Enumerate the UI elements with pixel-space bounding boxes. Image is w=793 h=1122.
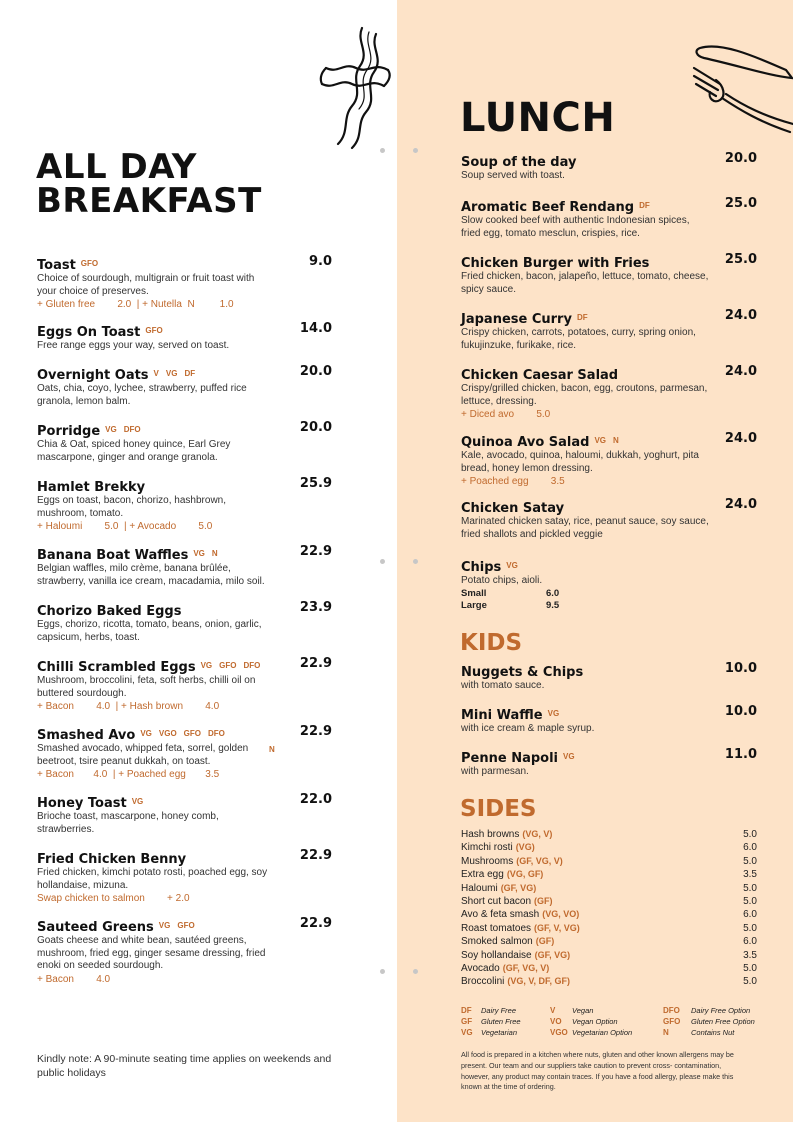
- dietary-tag: GFO: [219, 661, 237, 670]
- legend-entry: [550, 1028, 632, 1037]
- menu-item-description: Crispy/grilled chicken, bacon, egg, croutons, parmesan,: [461, 383, 708, 394]
- side-item-tags: (GF): [535, 936, 555, 947]
- dietary-tag: VG: [563, 752, 575, 761]
- menu-item-header: [37, 323, 332, 340]
- lunch-title: LUNCH: [460, 95, 616, 141]
- menu-item-description: Fried chicken, bacon, jalapeño, lettuce, tomato, cheese,: [461, 271, 709, 282]
- side-item-name: Roast tomatoes: [461, 922, 532, 934]
- legend-entry: [663, 1028, 734, 1037]
- size-option: [461, 600, 757, 612]
- menu-item-name: Japanese Curry: [461, 312, 572, 327]
- seating-note-line: Kindly note: A 90-minute seating time applies on weekends and: [37, 1053, 332, 1065]
- dietary-tag: VG: [131, 797, 144, 806]
- dietary-tag: DFO: [208, 729, 225, 738]
- menu-item-header: [37, 658, 332, 675]
- menu-item-header: [461, 433, 757, 450]
- menu-item-price: 20.0: [299, 420, 332, 435]
- dietary-tag: DF: [639, 201, 650, 210]
- menu-item-description: Mushroom, broccolini, feta, soft herbs, chilli oil on: [37, 675, 256, 686]
- side-item: [461, 883, 757, 894]
- menu-item-description: granola, lemon balm.: [37, 395, 131, 407]
- menu-item-price: 24.0: [724, 308, 757, 323]
- side-item-name: Broccolini: [461, 976, 505, 988]
- legend-value: Gluten Free Option: [691, 1017, 755, 1026]
- menu-item-description: Eggs, chorizo, ricotta, tomato, beans, onion, garlic,: [37, 619, 262, 630]
- legend-key: VG: [461, 1028, 473, 1037]
- allergen-note: [461, 1050, 761, 1093]
- menu-item-name: Penne Napoli: [461, 751, 558, 766]
- dietary-tag: GFO: [80, 259, 99, 268]
- menu-item-name: Banana Boat Waffles: [37, 548, 189, 563]
- menu-item: [461, 663, 757, 693]
- legend-key: GF: [461, 1017, 473, 1026]
- menu-item-description: Brioche toast, mascarpone, honey comb,: [37, 811, 219, 822]
- menu-item-price: 10.0: [724, 661, 757, 676]
- dietary-tag: VG: [105, 425, 117, 434]
- menu-item: [461, 749, 757, 779]
- side-item-tags: (VG, GF): [506, 869, 544, 880]
- menu-item-header: [37, 422, 332, 439]
- side-item-price: 5.0: [743, 896, 757, 907]
- menu-item-price: 25.0: [724, 252, 757, 267]
- side-item-name: Hash browns: [461, 829, 520, 840]
- legend-key: VO: [550, 1017, 562, 1026]
- side-item-price: 5.0: [743, 855, 757, 867]
- sides-title: SIDES: [460, 796, 537, 822]
- side-item-tags: (GF, V, VG): [534, 922, 580, 933]
- menu-item: [37, 726, 332, 781]
- dietary-tag: VG: [200, 661, 213, 670]
- side-item-name: Smoked salmon: [461, 936, 533, 948]
- side-item-tags: (GF): [534, 896, 553, 906]
- menu-item: [37, 794, 332, 836]
- legend-value: Vegetarian: [481, 1028, 517, 1037]
- menu-item-description: capsicum, herbs, toast.: [37, 631, 140, 643]
- menu-item-description: your choice of preserves.: [37, 285, 149, 297]
- menu-item-addon: + Haloumi 5.0 | + Avocado 5.0: [37, 521, 213, 532]
- menu-item-description: mushroom, tomato.: [37, 507, 124, 519]
- dietary-tag: N: [269, 745, 275, 754]
- menu-item-header: [461, 499, 757, 516]
- menu-item-header: [461, 153, 757, 170]
- legend-value: Vegetarian Option: [572, 1028, 633, 1037]
- dietary-tag: GFO: [145, 326, 163, 335]
- menu-item-description: Crispy chicken, carrots, potatoes, curry, spring onion,: [461, 327, 696, 338]
- menu-item-header: [37, 366, 332, 383]
- menu-item-description: Smashed avocado, whipped feta, sorrel, golden: [37, 743, 249, 754]
- menu-item: [37, 602, 332, 644]
- size-label: Large: [461, 599, 487, 611]
- menu-item-name: Fried Chicken Benny: [37, 852, 187, 867]
- side-item-price: 6.0: [743, 909, 757, 921]
- menu-item-addon: + Diced avo 5.0: [461, 409, 551, 420]
- menu-item-description: beetroot, tsire peanut dukkah, on toast.: [37, 755, 211, 767]
- legend-key: N: [663, 1028, 669, 1037]
- dietary-tag: DF: [576, 313, 588, 322]
- menu-item-description: with parmesan.: [461, 766, 529, 777]
- size-label: Small: [461, 587, 487, 599]
- side-item-price: 6.0: [743, 842, 757, 854]
- side-item: [461, 829, 757, 840]
- menu-item-price: 22.9: [299, 848, 332, 863]
- menu-item-description: mascarpone, ginger and orange granola.: [37, 451, 218, 463]
- menu-item-header: [37, 794, 332, 811]
- menu-item-name: Quinoa Avo Salad: [461, 435, 590, 450]
- menu-item: [461, 433, 757, 488]
- legend-key: V: [550, 1006, 556, 1015]
- breakfast-title-line2: BREAKFAST: [36, 181, 262, 221]
- side-item-price: 5.0: [743, 829, 757, 840]
- menu-item-header: [37, 602, 332, 619]
- dietary-tag: VG: [594, 436, 607, 445]
- side-item-name: Soy hollandaise: [461, 949, 532, 961]
- menu-item: [37, 323, 332, 353]
- kids-title: KIDS: [460, 630, 523, 656]
- side-item-name: Avocado: [461, 963, 500, 974]
- menu-item-name: Chorizo Baked Eggs: [37, 604, 182, 619]
- menu-item-name: Toast: [37, 258, 76, 273]
- menu-item-name: Chicken Burger with Fries: [461, 256, 650, 271]
- menu-item-price: 24.0: [724, 364, 757, 379]
- legend-key: VGO: [550, 1028, 568, 1037]
- menu-item-price: 25.9: [299, 476, 332, 491]
- bacon-illustration: [298, 22, 398, 152]
- menu-item-name: Honey Toast: [37, 796, 127, 811]
- menu-item-header: [37, 478, 332, 495]
- menu-item-description: with tomato sauce.: [461, 680, 545, 691]
- legend-key: DF: [461, 1006, 472, 1015]
- menu-item-description: Kale, avocado, quinoa, haloumi, dukkah, yoghurt, pita: [461, 450, 699, 461]
- legend-entry: [461, 1028, 517, 1037]
- menu-item-addon: + Gluten free 2.0 | + Nutella N 1.0: [37, 299, 234, 310]
- menu-item-description: Belgian waffles, milo crème, banana brûlée,: [37, 563, 231, 574]
- menu-item: [461, 499, 757, 541]
- side-item-name: Haloumi: [461, 882, 498, 894]
- menu-item-price: 23.9: [299, 600, 332, 615]
- menu-item-header: [461, 254, 757, 271]
- menu-item-name: Eggs On Toast: [37, 325, 141, 340]
- menu-item: [461, 366, 757, 421]
- menu-item-header: [37, 726, 332, 743]
- decor-dot: [413, 559, 418, 564]
- menu-item-description: spicy sauce.: [461, 283, 517, 295]
- menu-item-description: fried egg, tomato mesclun, crispies, rice.: [461, 227, 640, 239]
- side-item-tags: (GF, VG, V): [516, 855, 563, 866]
- decor-dot: [413, 148, 418, 153]
- side-item: [461, 909, 757, 920]
- allergen-note-line: known at the time of ordering.: [461, 1082, 556, 1092]
- dietary-tag: DFO: [123, 425, 141, 434]
- legend-value: Contains Nut: [691, 1028, 735, 1037]
- menu-item-price: 14.0: [299, 321, 332, 336]
- side-item-price: 5.0: [743, 976, 757, 988]
- dietary-tag: DF: [184, 369, 196, 378]
- menu-item-description: strawberry, vanilla ice cream, macadamia, milo soil.: [37, 575, 265, 587]
- decor-dot: [380, 559, 385, 564]
- menu-item: [461, 706, 757, 736]
- menu-item-price: 20.0: [724, 151, 757, 166]
- menu-item-addon: + Poached egg 3.5: [461, 476, 565, 487]
- menu-item-price: 24.0: [724, 431, 757, 446]
- menu-item-description: Free range eggs your way, served on toast.: [37, 340, 230, 351]
- side-item-name: Short cut bacon: [461, 896, 532, 907]
- menu-item-price: 11.0: [724, 747, 757, 762]
- legend-entry: [461, 1017, 521, 1026]
- legend-entry: [663, 1006, 750, 1015]
- menu-item-description: Choice of sourdough, multigrain or fruit toast with: [37, 273, 255, 284]
- size-price: 6.0: [546, 587, 560, 599]
- menu-item: [37, 366, 332, 408]
- menu-item-description: Chia & Oat, spiced honey quince, Earl Grey: [37, 439, 231, 450]
- seating-note: [37, 1052, 357, 1080]
- decor-dot: [380, 148, 385, 153]
- legend-value: Gluten Free: [481, 1017, 521, 1026]
- menu-item-price: 22.0: [299, 792, 332, 807]
- dietary-tag: VG: [140, 729, 152, 738]
- side-item-name: Extra egg: [461, 869, 504, 881]
- legend-entry: [550, 1017, 618, 1026]
- menu-item-price: 22.9: [299, 724, 332, 739]
- side-item-price: 5.0: [743, 882, 757, 894]
- menu-item-header: [37, 918, 332, 935]
- menu-item: [461, 153, 757, 183]
- menu-item-header: [461, 310, 757, 327]
- menu-item-name: Chilli Scrambled Eggs: [37, 660, 196, 675]
- side-item: [461, 950, 757, 961]
- legend-key: GFO: [663, 1017, 681, 1026]
- menu-item: [461, 310, 757, 352]
- allergen-note-line: present. Our team and our suppliers take caution to prevent cross- contamination,: [461, 1060, 722, 1070]
- menu-item-description: bread, honey lemon dressing.: [461, 462, 593, 474]
- menu-item-description: fukujinzuke, furikake, rice.: [461, 339, 577, 351]
- size-price: 9.5: [546, 599, 560, 611]
- menu-item-description: buttered sourdough.: [37, 687, 127, 699]
- menu-item-name: Nuggets & Chips: [461, 665, 584, 680]
- menu-item-name: Chicken Caesar Salad: [461, 368, 619, 383]
- menu-item-price: 25.0: [724, 196, 757, 211]
- dietary-tag: VG: [165, 369, 178, 378]
- menu-item-name: Porridge: [37, 424, 101, 439]
- dietary-tag: VG: [193, 549, 205, 558]
- side-item-tags: (GF, VG, V): [502, 963, 550, 973]
- menu-item: [37, 850, 332, 905]
- menu-item-description: enoki on seeded sourdough.: [37, 960, 164, 971]
- menu-item-name: Smashed Avo: [37, 728, 136, 743]
- side-item-price: 6.0: [743, 936, 757, 948]
- menu-item: [461, 254, 757, 296]
- menu-item-header: [461, 198, 757, 215]
- legend-key: DFO: [663, 1006, 680, 1015]
- dietary-tag: GFO: [183, 729, 202, 738]
- menu-item-description: lettuce, dressing.: [461, 395, 537, 407]
- side-item: [461, 936, 757, 947]
- menu-item-header: [461, 366, 757, 383]
- menu-item: [37, 256, 332, 311]
- menu-item: [37, 918, 332, 986]
- dietary-tag: VGO: [158, 729, 177, 738]
- decor-dot: [380, 969, 385, 974]
- legend-entry: [550, 1006, 593, 1015]
- menu-item: [37, 546, 332, 588]
- menu-item-addon: + Bacon 4.0: [37, 973, 111, 985]
- menu-item-price: 10.0: [724, 704, 757, 719]
- dietary-tag: VG: [158, 921, 171, 930]
- menu-item-description: strawberries.: [37, 823, 95, 835]
- legend-value: Vegan Option: [572, 1017, 618, 1026]
- legend-entry: [461, 1006, 516, 1015]
- menu-item-price: 22.9: [299, 916, 332, 931]
- side-item-name: Mushrooms: [461, 855, 514, 867]
- dietary-tag: DFO: [243, 661, 261, 670]
- menu-item-name: Soup of the day: [461, 155, 577, 170]
- menu-item: [461, 558, 757, 612]
- menu-item-addon: Swap chicken to salmon + 2.0: [37, 893, 190, 904]
- menu-item: [461, 198, 757, 240]
- menu-item-description: Fried chicken, kimchi potato rosti, poached egg, soy: [37, 867, 268, 878]
- menu-item-description: Oats, chia, coyo, lychee, strawberry, puffed rice: [37, 383, 247, 394]
- menu-item: [37, 478, 332, 533]
- side-item-price: 3.5: [743, 869, 757, 881]
- menu-item-header: [37, 256, 332, 273]
- legend-value: Vegan: [572, 1006, 594, 1015]
- menu-item-description: Marinated chicken satay, rice, peanut sauce, soy sauce,: [461, 516, 709, 527]
- menu-item-description: with ice cream & maple syrup.: [461, 723, 595, 734]
- menu-item-header: [461, 706, 757, 723]
- legend-value: Dairy Free: [481, 1006, 517, 1015]
- menu-item-name: Chips: [461, 560, 502, 575]
- menu-item-description: hollandaise, mizuna.: [37, 879, 129, 891]
- side-item-tags: (VG, VO): [542, 909, 580, 920]
- menu-item-name: Chicken Satay: [461, 501, 565, 516]
- menu-item-name: Sauteed Greens: [37, 920, 154, 935]
- side-item-name: Kimchi rosti: [461, 842, 513, 854]
- menu-item-addon: + Bacon 4.0 | + Hash brown 4.0: [37, 701, 220, 712]
- side-item-price: 5.0: [743, 922, 757, 934]
- side-item-tags: (VG, V): [522, 829, 553, 839]
- side-item-tags: (VG, V, DF, GF): [507, 976, 571, 987]
- side-item-tags: (VG): [515, 842, 535, 853]
- allergen-note-line: however, any product may contain traces. If you have a food allergy, please make this: [461, 1071, 734, 1081]
- side-item: [461, 896, 757, 907]
- side-item-name: Avo & feta smash: [461, 909, 540, 921]
- dietary-tag: VG: [547, 709, 560, 718]
- side-item: [461, 842, 757, 853]
- menu-item-price: 24.0: [724, 497, 757, 512]
- menu-item-description: Goats cheese and white bean, sautéed greens,: [37, 935, 247, 946]
- side-item-tags: (GF, VG): [500, 882, 537, 893]
- decor-dot: [413, 969, 418, 974]
- menu-item: [37, 422, 332, 464]
- side-item: [461, 856, 757, 867]
- menu-item-description: Eggs on toast, bacon, chorizo, hashbrown,: [37, 495, 227, 506]
- menu-item-description: mushroom, fried egg, ginger sesame dressing, fried: [37, 947, 266, 959]
- menu-item-header: [461, 663, 757, 680]
- breakfast-title-line1: ALL DAY: [36, 147, 197, 187]
- dietary-tag: N: [613, 436, 619, 445]
- legend-value: Dairy Free Option: [691, 1006, 751, 1015]
- menu-item-header: [461, 558, 757, 575]
- menu-item-price: 20.0: [299, 364, 332, 379]
- menu-item-description: Soup served with toast.: [461, 170, 565, 181]
- legend-entry: [663, 1017, 755, 1026]
- menu-item-name: Overnight Oats: [37, 368, 149, 383]
- dietary-tag: VG: [506, 561, 518, 570]
- menu-item-price: 22.9: [299, 544, 332, 559]
- menu-item-header: [37, 850, 332, 867]
- size-option: [461, 588, 757, 600]
- side-item: [461, 869, 757, 880]
- menu-item-header: [37, 546, 332, 563]
- dietary-tag: V: [153, 369, 159, 378]
- menu-item-description: Slow cooked beef with authentic Indonesian spices,: [461, 215, 690, 226]
- side-item-price: 3.5: [743, 949, 757, 961]
- menu-item-addon: + Bacon 4.0 | + Poached egg 3.5: [37, 769, 220, 780]
- menu-item-name: Aromatic Beef Rendang: [461, 200, 635, 215]
- cutlery-illustration: [690, 40, 793, 135]
- menu-item-price: 22.9: [299, 656, 332, 671]
- dietary-tag: GFO: [177, 921, 195, 930]
- menu-item-header: [461, 749, 757, 766]
- side-item-tags: (GF, VG): [534, 949, 571, 960]
- seating-note-line: public holidays: [37, 1067, 106, 1079]
- side-item: [461, 976, 757, 987]
- menu-item-description: Potato chips, aioli.: [461, 575, 543, 586]
- menu-item-description: fried shallots and pickled veggie: [461, 528, 603, 540]
- menu-item-name: Mini Waffle: [461, 708, 543, 723]
- side-item-price: 5.0: [743, 963, 757, 974]
- menu-item-price: 9.0: [308, 254, 332, 269]
- side-item: [461, 923, 757, 934]
- dietary-tag: N: [211, 549, 218, 558]
- allergen-note-line: All food is prepared in a kitchen where nuts, gluten and other known allergens may be: [461, 1050, 734, 1059]
- menu-item-name: Hamlet Brekky: [37, 480, 146, 495]
- breakfast-title: [36, 147, 262, 221]
- menu-item: [37, 658, 332, 713]
- side-item: [461, 963, 757, 974]
